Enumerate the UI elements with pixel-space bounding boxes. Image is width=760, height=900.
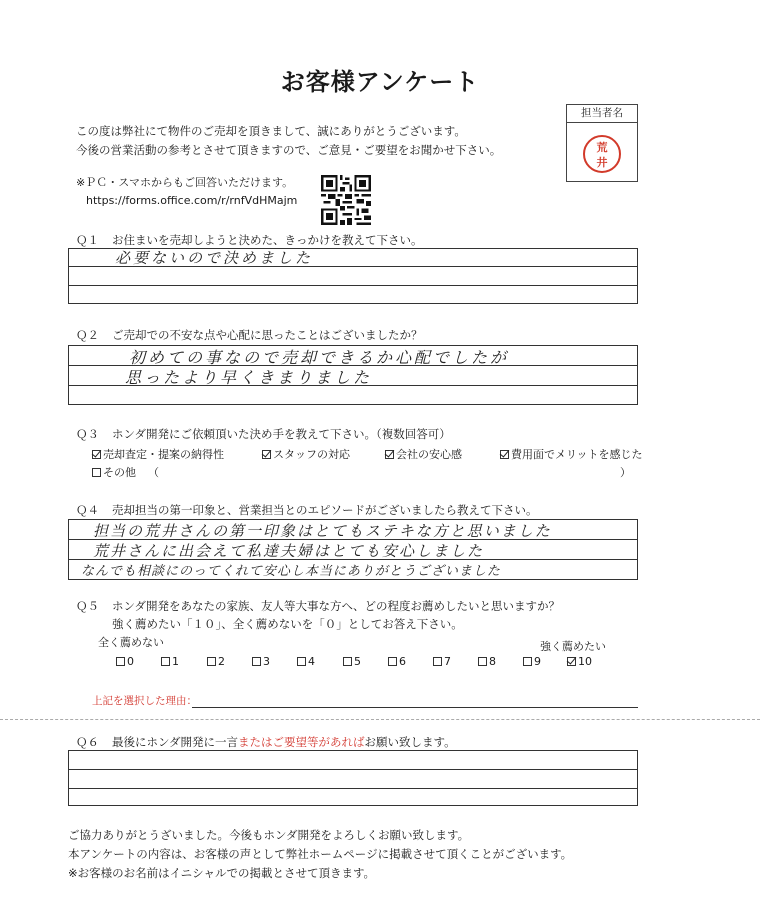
handwritten-answer: なんでも相談にのってくれて安心し本当にありがとうございました	[81, 564, 501, 579]
checkbox[interactable]	[297, 657, 306, 666]
intro-line: 今後の営業活動の参考とさせて頂きますので、ご意見・ご要望をお聞かせ下さい。	[76, 143, 502, 157]
option-label: その他	[103, 466, 136, 479]
scale-option-3[interactable]	[252, 655, 270, 668]
intro-line: この度は弊社にて物件のご売却を頂きまして、誠にありがとうございます。	[76, 124, 466, 138]
handwritten-answer: 思ったより早くきまりました	[125, 368, 373, 387]
scale-option-0[interactable]	[116, 655, 134, 668]
question-text: お願い致します。	[364, 735, 456, 749]
checkbox[interactable]	[207, 657, 216, 666]
question-text: ホンダ開発をあなたの家族、友人等大事な方へ、どの程度お薦めしたいと思いますか？	[112, 599, 561, 613]
question-number: Ｑ５	[76, 599, 99, 613]
scale-value: 3	[263, 655, 270, 668]
page-title: お客様アンケート	[280, 68, 480, 96]
scale-value: 9	[534, 655, 541, 668]
question-number: Ｑ３	[76, 427, 99, 441]
reason-label: 上記を選択した理由：	[92, 695, 197, 707]
handwritten-answer: 荒井さんに出会えて私達夫婦はとても安心しました	[93, 542, 485, 560]
scale-option-6[interactable]	[388, 655, 406, 668]
checkbox[interactable]	[478, 657, 487, 666]
handwritten-answer: 必要ないので決めました	[115, 249, 314, 267]
question-5-subtext: 強く薦めたい「１０」、全く薦めないを「０」としてお答え下さい。	[112, 617, 463, 631]
option-label: スタッフの対応	[273, 448, 350, 461]
scale-value: 5	[354, 655, 361, 668]
question-number: Ｑ２	[76, 328, 99, 342]
question-6	[76, 734, 456, 750]
option-3[interactable]	[385, 446, 462, 462]
answer-lines-q1[interactable]	[68, 248, 638, 304]
question-text: ご売却での不安な点や心配に思ったことはございましたか？	[112, 328, 423, 342]
scale-option-7[interactable]	[433, 655, 451, 668]
question-text: 最後にホンダ開発に一言	[112, 735, 239, 749]
question-text: 売却担当の第一印象と、営業担当とのエピソードがございましたら教えて下さい。	[112, 503, 538, 517]
form-url[interactable]: https://forms.office.com/r/rnfVdHMajm	[86, 194, 298, 207]
intro-text	[76, 122, 501, 160]
scale-high-label: 強く薦めたい	[540, 640, 606, 653]
checkbox[interactable]	[262, 450, 271, 459]
option-1[interactable]	[92, 446, 224, 462]
name-stamp	[583, 135, 621, 173]
qr-code-icon[interactable]	[321, 175, 371, 225]
scale-value: 0	[127, 655, 134, 668]
scale-option-1[interactable]	[161, 655, 179, 668]
scale-value: 10	[578, 655, 592, 668]
question-3	[76, 426, 451, 442]
checkbox[interactable]	[385, 450, 394, 459]
question-text: お住まいを売却しようと決めた、きっかけを教えて下さい。	[112, 233, 423, 247]
option-label: 会社の安心感	[396, 448, 462, 461]
option-2[interactable]	[262, 446, 350, 462]
checkbox[interactable]	[92, 468, 101, 477]
question-2	[76, 327, 423, 343]
option-4[interactable]	[500, 446, 643, 462]
question-text: ホンダ開発にご依頼頂いた決め手を教えて下さい。（複数回答可）	[112, 427, 451, 441]
question-1	[76, 232, 423, 248]
answer-lines-q6[interactable]	[68, 750, 638, 806]
question-number: Ｑ６	[76, 735, 99, 749]
checkbox[interactable]	[388, 657, 397, 666]
scale-value: 8	[489, 655, 496, 668]
reason-line[interactable]	[192, 707, 638, 708]
checkbox[interactable]	[433, 657, 442, 666]
answer-lines-q2[interactable]	[68, 345, 638, 405]
handwritten-answer: 担当の荒井さんの第一印象はとてもステキな方と思いました	[93, 522, 552, 540]
scale-option-2[interactable]	[207, 655, 225, 668]
checkbox[interactable]	[116, 657, 125, 666]
online-note	[76, 174, 297, 210]
footer-line: ご協力ありがとうざいました。今後もホンダ開発をよろしくお願い致します。	[68, 828, 470, 842]
checkbox[interactable]	[523, 657, 532, 666]
option-other[interactable]	[92, 464, 136, 480]
scale-value: 2	[218, 655, 225, 668]
scale-value: 4	[308, 655, 315, 668]
scale-value: 7	[444, 655, 451, 668]
handwritten-answer: 初めての事なので売却できるか心配でしたが	[129, 348, 510, 367]
checkbox[interactable]	[252, 657, 261, 666]
question-number: Ｑ１	[76, 233, 99, 247]
footer-line: 本アンケートの内容は、お客様の声として弊社ホームページに掲載させて頂くことがございます。	[68, 847, 573, 861]
online-note-text: ※ＰＣ・スマホからもご回答いただけます。	[76, 176, 294, 189]
scale-option-4[interactable]	[297, 655, 315, 668]
checkbox[interactable]	[343, 657, 352, 666]
checkbox[interactable]	[500, 450, 509, 459]
scale-option-9[interactable]	[523, 655, 541, 668]
footer-text	[68, 826, 572, 883]
stamp-text: 荒井	[596, 141, 608, 169]
other-open-paren: （	[148, 466, 159, 479]
question-5	[76, 598, 560, 614]
option-label: 費用面でメリットを感じた	[511, 448, 643, 461]
staff-name-label: 担当者名	[567, 105, 637, 123]
other-close-paren: ）	[620, 466, 631, 479]
staff-name-box	[566, 104, 638, 182]
question-4	[76, 502, 538, 518]
scale-option-5[interactable]	[343, 655, 361, 668]
checkbox[interactable]	[92, 450, 101, 459]
footer-line: ※お客様のお名前はイニシャルでの掲載とさせて頂きます。	[68, 866, 376, 880]
option-label: 売却査定・提案の納得性	[103, 448, 224, 461]
question-number: Ｑ４	[76, 503, 99, 517]
checkbox[interactable]	[567, 657, 576, 666]
scale-value: 6	[399, 655, 406, 668]
question-text-highlight: またはご要望等があれば	[238, 735, 365, 749]
scale-option-10[interactable]	[567, 655, 592, 668]
answer-lines-q4[interactable]	[68, 519, 638, 580]
checkbox[interactable]	[161, 657, 170, 666]
scale-option-8[interactable]	[478, 655, 496, 668]
divider	[0, 719, 760, 720]
scale-low-label: 全く薦めない	[98, 636, 164, 649]
scale-value: 1	[172, 655, 179, 668]
